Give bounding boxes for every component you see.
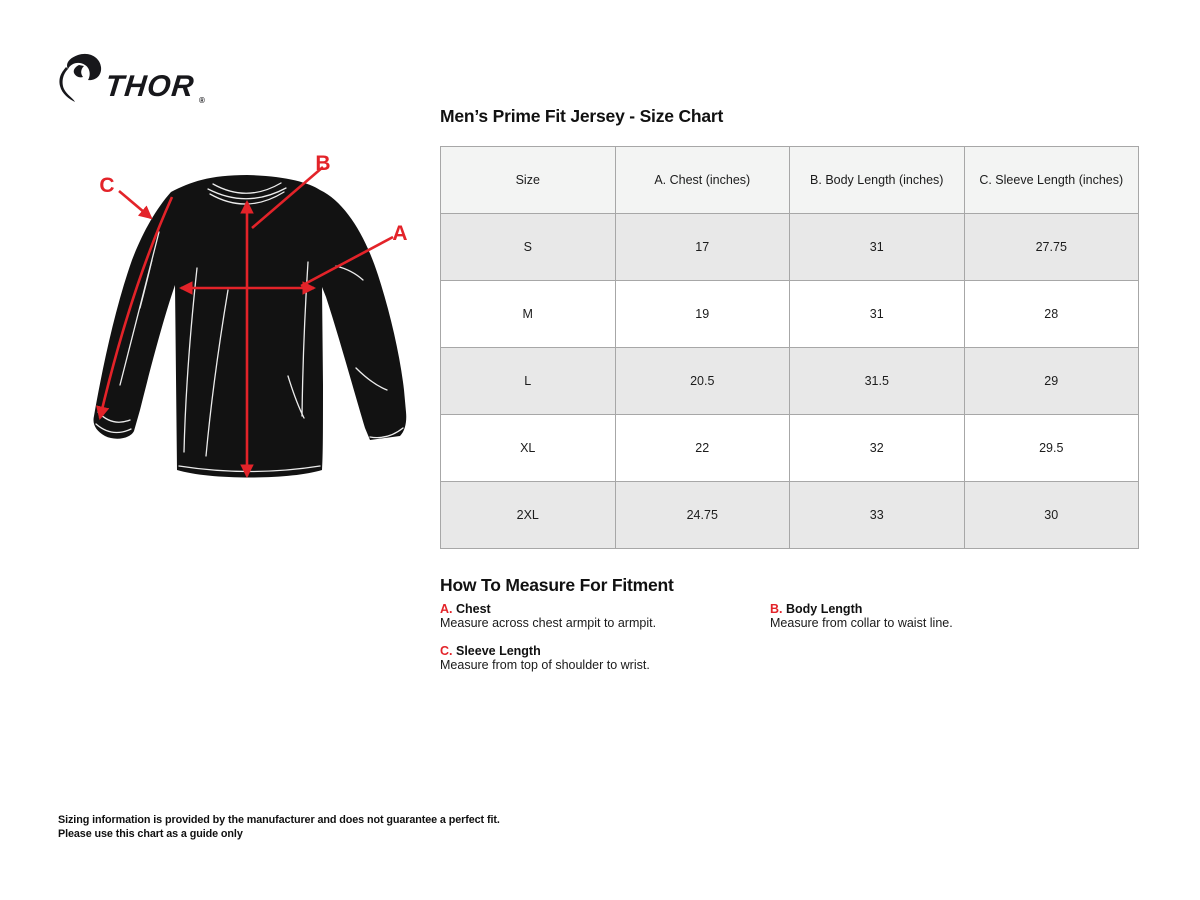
- table-row: [441, 415, 1139, 482]
- measure-name: Body Length: [785, 602, 863, 616]
- cell-size: 2XL: [441, 482, 616, 549]
- column-header-size: Size: [441, 147, 616, 214]
- column-header-sleeve-length: C. Sleeve Length (inches): [964, 147, 1139, 214]
- cell-body-length: 33: [790, 482, 965, 549]
- cell-chest: 22: [615, 415, 790, 482]
- diagram-label-a: A: [392, 222, 408, 245]
- cell-sleeve-length: 30: [964, 482, 1139, 549]
- cell-size: L: [441, 348, 616, 415]
- measure-item-chest: [440, 602, 760, 630]
- disclaimer: [58, 814, 500, 841]
- table-row: [441, 214, 1139, 281]
- table-row: [441, 281, 1139, 348]
- cell-body-length: 32: [790, 415, 965, 482]
- table-row: [441, 348, 1139, 415]
- cell-sleeve-length: 29: [964, 348, 1139, 415]
- cell-sleeve-length: 27.75: [964, 214, 1139, 281]
- table-row: [441, 482, 1139, 549]
- measure-item-label: [770, 602, 1090, 616]
- disclaimer-line-2: Please use this chart as a guide only: [58, 827, 243, 840]
- registered-mark: ®: [199, 96, 205, 105]
- cell-body-length: 31: [790, 214, 965, 281]
- measure-name: Sleeve Length: [455, 644, 541, 658]
- diagram-label-b: B: [315, 152, 331, 175]
- cell-size: M: [441, 281, 616, 348]
- cell-chest: 19: [615, 281, 790, 348]
- measure-item-sleeve-length: [440, 644, 760, 672]
- cell-chest: 20.5: [615, 348, 790, 415]
- brand-logo: [58, 52, 205, 107]
- goat-head-icon: [58, 52, 102, 107]
- column-header-body-length: B. Body Length (inches): [790, 147, 965, 214]
- size-chart-table: [440, 146, 1139, 549]
- jersey-measurement-diagram: [60, 140, 440, 505]
- cell-size: XL: [441, 415, 616, 482]
- measure-key: B.: [770, 602, 783, 616]
- cell-body-length: 31.5: [790, 348, 965, 415]
- measure-key: A.: [440, 602, 453, 616]
- measure-description: Measure across chest armpit to armpit.: [440, 616, 657, 630]
- measure-item-body-length: [770, 602, 1090, 630]
- measure-key: C.: [440, 644, 453, 658]
- page-title: Men’s Prime Fit Jersey - Size Chart: [440, 106, 724, 126]
- cell-size: S: [441, 214, 616, 281]
- cell-sleeve-length: 29.5: [964, 415, 1139, 482]
- column-header-chest: A. Chest (inches): [615, 147, 790, 214]
- measure-name: Chest: [455, 602, 491, 616]
- cell-chest: 17: [615, 214, 790, 281]
- measure-description: Measure from collar to waist line.: [770, 616, 953, 630]
- section-heading: How To Measure For Fitment: [440, 575, 674, 595]
- brand-wordmark: THOR: [103, 69, 197, 103]
- label-c-callout-line: [119, 191, 151, 218]
- measure-description: Measure from top of shoulder to wrist.: [440, 658, 650, 672]
- measure-item-label: [440, 602, 760, 616]
- cell-sleeve-length: 28: [964, 281, 1139, 348]
- measure-item-label: [440, 644, 760, 658]
- diagram-label-c: C: [99, 174, 115, 197]
- table-header-row: [441, 147, 1139, 214]
- cell-chest: 24.75: [615, 482, 790, 549]
- disclaimer-line-1: Sizing information is provided by the manufacturer and does not guarantee a perfect fit.: [58, 814, 500, 826]
- how-to-measure-section: [440, 575, 1140, 672]
- cell-body-length: 31: [790, 281, 965, 348]
- jersey-illustration: [93, 175, 406, 478]
